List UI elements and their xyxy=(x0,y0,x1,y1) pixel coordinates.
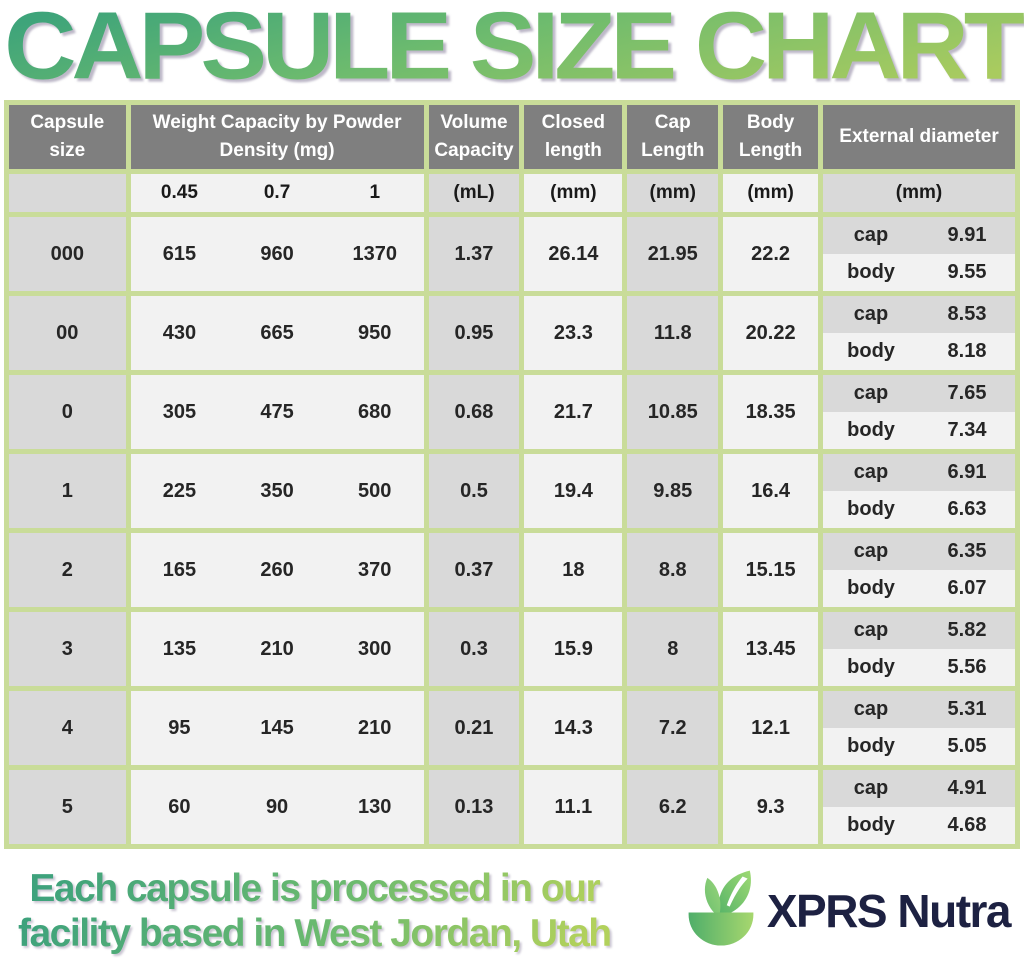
cell-weight-capacities xyxy=(131,296,424,370)
weight-density-07: 145 xyxy=(260,716,294,739)
weight-density-07: 260 xyxy=(260,558,294,581)
external-body-subrow xyxy=(823,333,1015,370)
cell-closed-length: 11.1 xyxy=(524,770,622,844)
external-cap-subrow xyxy=(823,217,1015,254)
body-diameter-value: 6.63 xyxy=(947,498,987,520)
cell-closed-length: 19.4 xyxy=(524,454,622,528)
body-label: body xyxy=(847,656,895,678)
header-cap-length: Cap Length xyxy=(627,105,718,169)
cell-weight-capacities xyxy=(131,533,424,607)
page-title: CAPSULE SIZE CHART xyxy=(0,0,1024,92)
header-capsule-size: Capsule size xyxy=(9,105,126,169)
cell-cap-length: 10.85 xyxy=(627,375,718,449)
weight-density-07: 210 xyxy=(260,637,294,660)
cell-volume-capacity: 0.5 xyxy=(429,454,520,528)
external-cap-subrow xyxy=(823,375,1015,412)
cap-label: cap xyxy=(853,777,889,799)
cap-label: cap xyxy=(853,461,889,483)
cap-diameter-value: 7.65 xyxy=(947,382,987,404)
cell-volume-capacity: 0.13 xyxy=(429,770,520,844)
external-body-subrow xyxy=(823,412,1015,449)
weight-density-07: 90 xyxy=(265,795,289,818)
header-volume-capacity: Volume Capacity xyxy=(429,105,520,169)
cell-external-diameter xyxy=(823,770,1015,844)
cell-external-diameter xyxy=(823,454,1015,528)
subheader-cap-unit: (mm) xyxy=(627,174,718,212)
table-row xyxy=(9,454,1015,528)
cell-capsule-size: 4 xyxy=(9,691,126,765)
weight-density-045: 615 xyxy=(162,242,197,265)
cap-diameter-value: 9.91 xyxy=(947,224,987,246)
brand-name: XPRS Nutra xyxy=(766,885,1010,937)
subheader-capsule-size-blank xyxy=(9,174,126,212)
subheader-volume-unit: (mL) xyxy=(429,174,520,212)
weight-density-07: 350 xyxy=(260,479,294,502)
cell-capsule-size: 2 xyxy=(9,533,126,607)
plant-pot-icon xyxy=(685,869,757,953)
header-weight-capacity: Weight Capacity by Powder Density (mg) xyxy=(131,105,424,169)
capsule-size-table xyxy=(4,100,1020,849)
cell-external-diameter xyxy=(823,612,1015,686)
cell-capsule-size: 00 xyxy=(9,296,126,370)
external-cap-subrow xyxy=(823,454,1015,491)
external-body-subrow xyxy=(823,570,1015,607)
cell-body-length: 9.3 xyxy=(723,770,818,844)
cell-closed-length: 23.3 xyxy=(524,296,622,370)
body-diameter-value: 5.56 xyxy=(947,656,987,678)
weight-density-1: 500 xyxy=(358,479,392,502)
footer-tagline-line1: Each capsule is processed in our xyxy=(29,866,600,910)
table-row xyxy=(9,296,1015,370)
cap-diameter-value: 8.53 xyxy=(947,303,987,325)
cell-external-diameter xyxy=(823,296,1015,370)
external-cap-subrow xyxy=(823,770,1015,807)
cell-body-length: 13.45 xyxy=(723,612,818,686)
footer xyxy=(0,862,1024,966)
cell-body-length: 18.35 xyxy=(723,375,818,449)
cap-diameter-value: 6.91 xyxy=(947,461,987,483)
weight-density-045: 305 xyxy=(162,400,197,423)
cell-closed-length: 15.9 xyxy=(524,612,622,686)
cap-label: cap xyxy=(853,619,889,641)
cell-closed-length: 18 xyxy=(524,533,622,607)
table-row xyxy=(9,217,1015,291)
cell-cap-length: 8.8 xyxy=(627,533,718,607)
cell-weight-capacities xyxy=(131,612,424,686)
cell-capsule-size: 0 xyxy=(9,375,126,449)
cell-volume-capacity: 0.95 xyxy=(429,296,520,370)
weight-density-1: 130 xyxy=(358,795,392,818)
weight-density-045: 225 xyxy=(162,479,197,502)
cell-weight-capacities xyxy=(131,770,424,844)
external-body-subrow xyxy=(823,254,1015,291)
subheader-external-unit: (mm) xyxy=(823,174,1015,212)
cell-cap-length: 21.95 xyxy=(627,217,718,291)
cell-cap-length: 9.85 xyxy=(627,454,718,528)
table-subheader-row xyxy=(9,174,1015,212)
header-closed-length: Closed length xyxy=(524,105,622,169)
cell-volume-capacity: 0.3 xyxy=(429,612,520,686)
cell-external-diameter xyxy=(823,217,1015,291)
cell-body-length: 15.15 xyxy=(723,533,818,607)
cell-volume-capacity: 0.68 xyxy=(429,375,520,449)
table-head xyxy=(9,105,1015,212)
body-label: body xyxy=(847,498,895,520)
weight-density-045: 60 xyxy=(168,795,191,818)
weight-density-1: 370 xyxy=(358,558,392,581)
external-body-subrow xyxy=(823,649,1015,686)
subheader-closed-unit: (mm) xyxy=(524,174,622,212)
body-diameter-value: 9.55 xyxy=(947,261,987,283)
density-1: 1 xyxy=(369,182,381,203)
weight-density-045: 135 xyxy=(162,637,197,660)
external-body-subrow xyxy=(823,728,1015,765)
body-label: body xyxy=(847,814,895,836)
subheader-densities xyxy=(131,174,424,212)
weight-density-045: 430 xyxy=(162,321,197,344)
weight-density-1: 300 xyxy=(358,637,392,660)
cell-capsule-size: 5 xyxy=(9,770,126,844)
cell-cap-length: 11.8 xyxy=(627,296,718,370)
cell-weight-capacities xyxy=(131,217,424,291)
external-body-subrow xyxy=(823,491,1015,528)
body-diameter-value: 5.05 xyxy=(947,735,987,757)
cap-diameter-value: 6.35 xyxy=(947,540,987,562)
weight-density-1: 1370 xyxy=(352,242,397,265)
table-row xyxy=(9,375,1015,449)
footer-tagline xyxy=(18,866,611,956)
density-07: 0.7 xyxy=(263,182,291,203)
body-diameter-value: 8.18 xyxy=(947,340,987,362)
cell-body-length: 20.22 xyxy=(723,296,818,370)
cap-label: cap xyxy=(853,698,889,720)
cell-weight-capacities xyxy=(131,691,424,765)
cap-diameter-value: 4.91 xyxy=(947,777,987,799)
cell-cap-length: 8 xyxy=(627,612,718,686)
table-header-row xyxy=(9,105,1015,169)
cell-closed-length: 21.7 xyxy=(524,375,622,449)
cell-external-diameter xyxy=(823,691,1015,765)
header-external-diameter: External diameter xyxy=(823,105,1015,169)
cap-diameter-value: 5.31 xyxy=(947,698,987,720)
cell-volume-capacity: 0.37 xyxy=(429,533,520,607)
external-body-subrow xyxy=(823,807,1015,844)
weight-density-1: 680 xyxy=(358,400,392,423)
cell-weight-capacities xyxy=(131,454,424,528)
external-cap-subrow xyxy=(823,612,1015,649)
weight-density-045: 95 xyxy=(168,716,191,739)
body-diameter-value: 4.68 xyxy=(947,814,987,836)
cap-diameter-value: 5.82 xyxy=(947,619,987,641)
cell-cap-length: 6.2 xyxy=(627,770,718,844)
table-row xyxy=(9,612,1015,686)
weight-density-07: 665 xyxy=(260,321,294,344)
cell-cap-length: 7.2 xyxy=(627,691,718,765)
cell-volume-capacity: 1.37 xyxy=(429,217,520,291)
header-body-length: Body Length xyxy=(723,105,818,169)
cell-external-diameter xyxy=(823,533,1015,607)
cell-body-length: 16.4 xyxy=(723,454,818,528)
external-cap-subrow xyxy=(823,296,1015,333)
cell-external-diameter xyxy=(823,375,1015,449)
external-cap-subrow xyxy=(823,691,1015,728)
body-label: body xyxy=(847,577,895,599)
body-label: body xyxy=(847,261,895,283)
cell-body-length: 12.1 xyxy=(723,691,818,765)
body-label: body xyxy=(847,735,895,757)
weight-density-045: 165 xyxy=(162,558,197,581)
density-045: 0.45 xyxy=(160,182,198,203)
cell-closed-length: 14.3 xyxy=(524,691,622,765)
table-row xyxy=(9,533,1015,607)
cap-label: cap xyxy=(853,540,889,562)
cap-label: cap xyxy=(853,224,889,246)
body-diameter-value: 7.34 xyxy=(947,419,987,441)
weight-density-07: 475 xyxy=(260,400,294,423)
body-label: body xyxy=(847,340,895,362)
subheader-body-unit: (mm) xyxy=(723,174,818,212)
table-body xyxy=(9,217,1015,844)
cell-volume-capacity: 0.21 xyxy=(429,691,520,765)
table-row xyxy=(9,691,1015,765)
cell-capsule-size: 000 xyxy=(9,217,126,291)
external-cap-subrow xyxy=(823,533,1015,570)
cap-label: cap xyxy=(853,382,889,404)
cell-body-length: 22.2 xyxy=(723,217,818,291)
cap-label: cap xyxy=(853,303,889,325)
table-row xyxy=(9,770,1015,844)
cell-weight-capacities xyxy=(131,375,424,449)
footer-tagline-line2: facility based in West Jordan, Utah xyxy=(18,912,611,955)
cell-closed-length: 26.14 xyxy=(524,217,622,291)
weight-density-1: 210 xyxy=(358,716,392,739)
body-diameter-value: 6.07 xyxy=(947,577,987,599)
cell-capsule-size: 3 xyxy=(9,612,126,686)
cell-capsule-size: 1 xyxy=(9,454,126,528)
weight-density-1: 950 xyxy=(358,321,392,344)
body-label: body xyxy=(847,419,895,441)
brand-logo xyxy=(685,869,1010,953)
weight-density-07: 960 xyxy=(260,242,294,265)
